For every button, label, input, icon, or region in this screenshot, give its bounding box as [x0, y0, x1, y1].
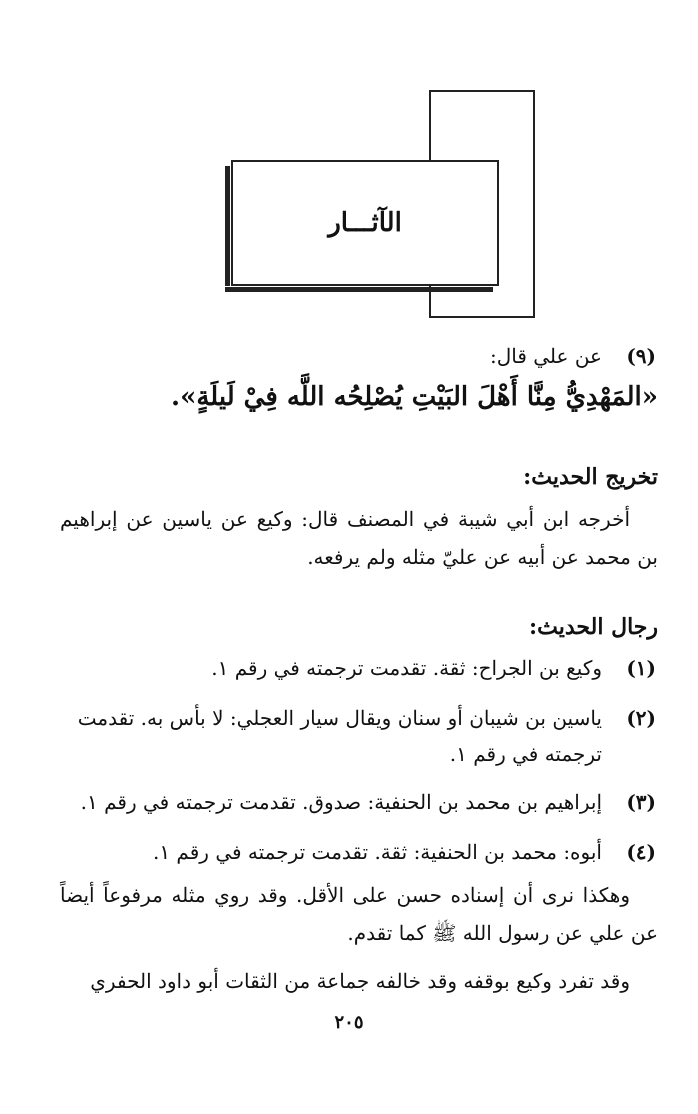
takhrij-text-content: أخرجه ابن أبي شيبة في المصنف قال: وكيع عن ياسين عن إبراهيم بن محمد عن أبيه عن عليّ مثله ولم يرفعه.	[60, 507, 658, 569]
rijal-item-3-number: (٣)	[626, 790, 656, 814]
rijal-item-2-number: (٢)	[626, 706, 656, 730]
rijal-item-4-number: (٤)	[626, 840, 656, 864]
hadith-text: «المَهْدِيُّ مِنَّا أَهْلَ البَيْتِ يُصْلِحُه اللَّه فِيْ لَيلَةٍ».	[171, 382, 658, 412]
rijal-item-2-text-cont: ترجمته في رقم ١.	[449, 742, 602, 766]
rijal-item-1-number: (١)	[626, 656, 656, 680]
hadith-intro: عن علي قال:	[489, 344, 602, 368]
section-title: الآثـــار	[328, 208, 402, 238]
conclusion-paragraph-1	[60, 876, 658, 952]
title-frame	[231, 160, 499, 286]
page-number: ٢٠٥	[334, 1012, 364, 1033]
takhrij-heading: تخريج الحديث:	[523, 464, 658, 490]
rijal-item-4-text: أبوه: محمد بن الحنفية: ثقة. تقدمت ترجمته في رقم ١.	[152, 840, 602, 864]
hadith-number: (٩)	[626, 344, 656, 368]
rijal-heading: رجال الحديث:	[529, 614, 658, 640]
conclusion-p2-content: وقد تفرد وكيع بوقفه وقد خالفه جماعة من الثقات أبو داود الحفري	[90, 969, 630, 993]
takhrij-text	[60, 500, 658, 576]
conclusion-paragraph-2	[60, 962, 658, 1000]
rijal-item-3-text: إبراهيم بن محمد بن الحنفية: صدوق. تقدمت ترجمته في رقم ١.	[80, 790, 602, 814]
conclusion-p1-content: وهكذا نرى أن إسناده حسن على الأقل. وقد روي مثله مرفوعاً أيضاً عن علي عن رسول الله ﷺ كما تقدم.	[60, 883, 658, 945]
rijal-item-1-text: وكيع بن الجراح: ثقة. تقدمت ترجمته في رقم ١.	[211, 656, 602, 680]
rijal-item-2-text: ياسين بن شيبان أو سنان ويقال سيار العجلي: لا بأس به. تقدمت	[77, 706, 602, 730]
